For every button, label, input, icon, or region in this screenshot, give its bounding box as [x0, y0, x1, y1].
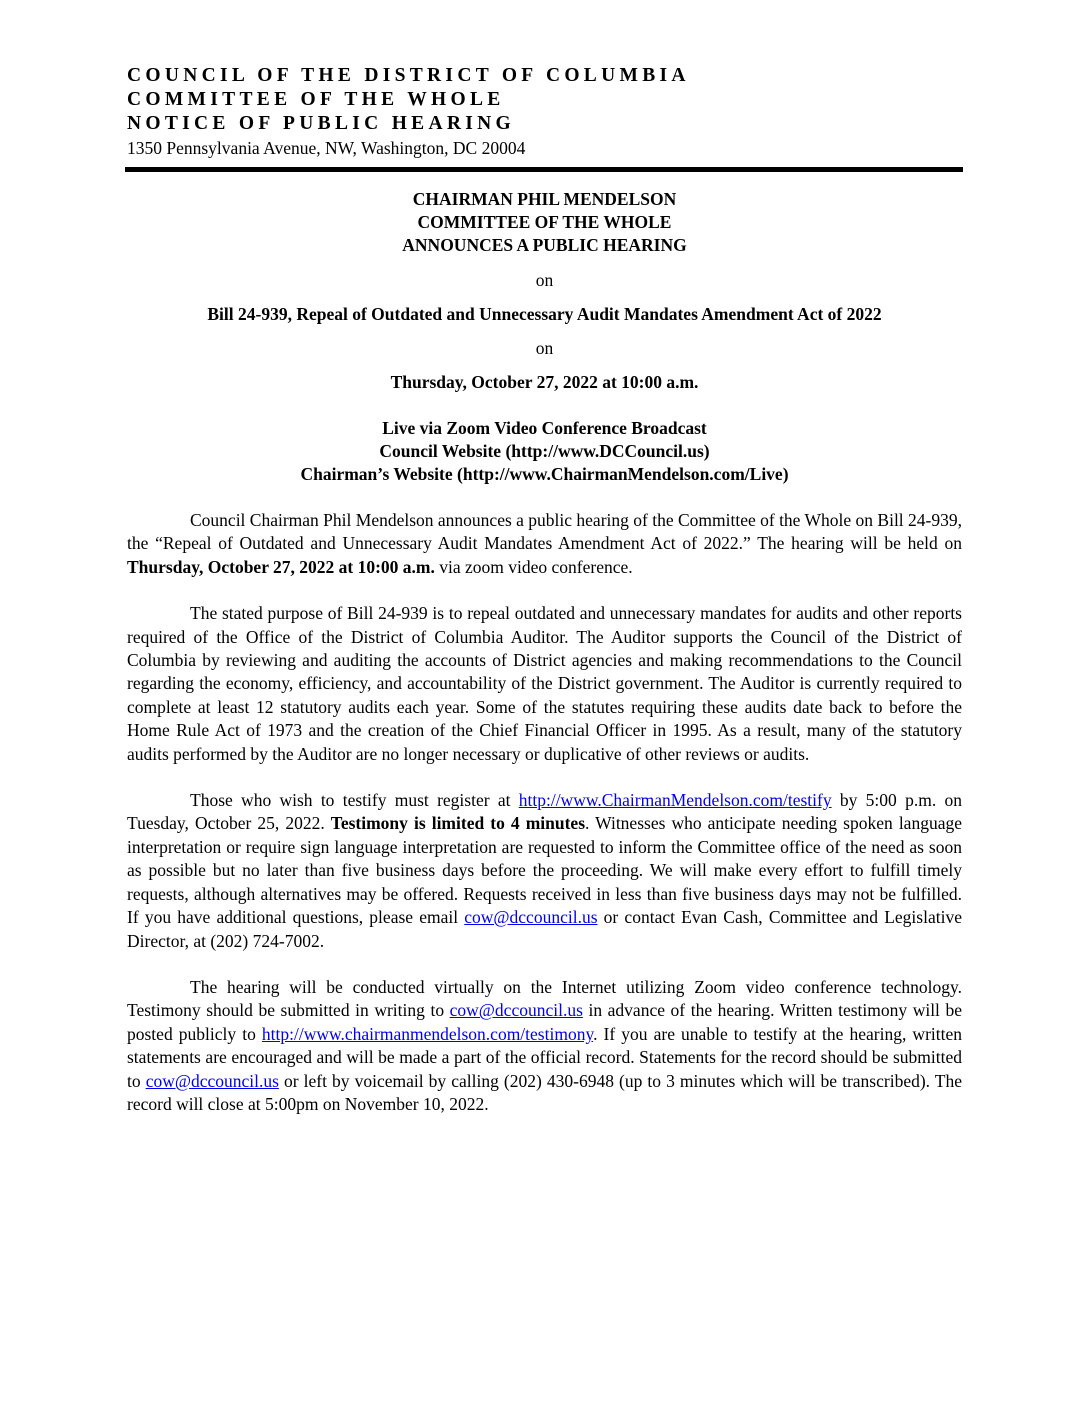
cow-email-link[interactable]: cow@dccouncil.us: [464, 907, 598, 928]
announcement-committee: COMMITTEE OF THE WHOLE: [417, 212, 672, 232]
broadcast-zoom: Live via Zoom Video Conference Broadcast: [382, 418, 707, 438]
testify-link[interactable]: http://www.ChairmanMendelson.com/testify: [518, 790, 832, 811]
p3-text-3: . Witnesses who anticipate needing spoken language interpretation or require sign language interpretation are requested to inform the Committee office of the need as soon as possible but no later than five business days before the proceeding. We will make every effort to fulfill timely requests, although alternatives may be offered. Requests received in less than five business days may not be fulfilled. If you have additional questions, please email: [127, 813, 962, 928]
paragraph-purpose: The stated purpose of Bill 24-939 is to repeal outdated and unnecessary mandates for audits and other reports required of the Office of the District of Columbia Auditor. The Auditor supports the Council of the District of Columbia by reviewing and auditing the accounts of District agencies and making recommendations to the Council regarding the economy, efficiency, and accountability of the District government. The Auditor is currently required to complete at least 12 statutory audits each year. Some of the statutes requiring these audits date back to before the Home Rule Act of 1973 and the creation of the Chief Financial Officer in 1995. As a result, many of the statutory audits performed by the Auditor are no longer necessary or duplicative of other reviews or audits.: [127, 603, 962, 764]
document-body: [127, 186, 962, 1116]
p4-text-3: . If you are unable to testify at the hearing, written statements are encouraged and will be made a part of the official record. Statements for the record should be submitted to: [127, 1023, 963, 1091]
hearing-date: Thursday, October 27, 2022 at 10:00 a.m.: [390, 372, 699, 392]
announcement-chairman: CHAIRMAN PHIL MENDELSON: [412, 189, 677, 209]
broadcast-council-website: Council Website (http://www.DCCouncil.us): [379, 441, 710, 461]
letterhead-divider: [125, 167, 963, 172]
paragraph-virtual-hearing: [127, 976, 962, 1116]
p3-text-4: or contact Evan Cash, Committee and Legislative Director, at (202) 724-7002.: [127, 907, 962, 951]
broadcast-chairman-website: Chairman’s Website (http://www.ChairmanMendelson.com/Live): [300, 464, 789, 484]
p4-text-4: or left by voicemail by calling (202) 430-6948 (up to 3 minutes which will be transcribed). The record will close at 5:00pm on November 10, 2022.: [127, 1070, 962, 1114]
p1-text-1: Council Chairman Phil Mendelson announces a public hearing of the Committee of the Whole on Bill 24-939, the “Repeal of Outdated and Unnecessary Audit Mandates Amendment Act of 2022.” The hearing will be held on: [127, 510, 962, 554]
letterhead-committee: COMMITTEE OF THE WHOLE: [127, 89, 505, 110]
letterhead-address: 1350 Pennsylvania Avenue, NW, Washington, DC 20004: [127, 138, 526, 158]
letterhead: [127, 64, 967, 159]
broadcast-info: [127, 417, 962, 486]
testimony-link[interactable]: http://www.chairmanmendelson.com/testimony: [261, 1023, 594, 1044]
p1-text-2: via zoom video conference.: [434, 556, 633, 577]
p4-text-2: in advance of the hearing. Written testimony will be posted publicly to: [127, 1000, 963, 1044]
letterhead-council: COUNCIL OF THE DISTRICT OF COLUMBIA: [127, 65, 690, 86]
paragraph-testify: [127, 789, 962, 953]
on-label-1: on: [535, 270, 554, 290]
cow-email-link-3[interactable]: cow@dccouncil.us: [145, 1070, 279, 1091]
announcement-heading: [127, 188, 962, 257]
announcement-public-hearing: ANNOUNCES A PUBLIC HEARING: [402, 235, 687, 255]
p3-text-2: by 5:00 p.m. on Tuesday, October 25, 2022.: [127, 790, 962, 834]
testimony-limit-bold: Testimony is limited to 4 minutes: [330, 813, 586, 834]
p1-date-bold: Thursday, October 27, 2022 at 10:00 a.m.: [127, 556, 435, 577]
bill-title: Bill 24-939, Repeal of Outdated and Unnecessary Audit Mandates Amendment Act of 2022: [207, 304, 882, 324]
p4-text-1: The hearing will be conducted virtually on the Internet utilizing Zoom video conference technology. Testimony should be submitted in writing to: [127, 976, 962, 1021]
paragraph-announcement: [127, 509, 962, 579]
p3-text-1: Those who wish to testify must register at: [190, 790, 519, 811]
letterhead-notice: NOTICE OF PUBLIC HEARING: [127, 113, 515, 134]
on-label-2: on: [535, 338, 554, 358]
cow-email-link-2[interactable]: cow@dccouncil.us: [449, 1000, 583, 1021]
